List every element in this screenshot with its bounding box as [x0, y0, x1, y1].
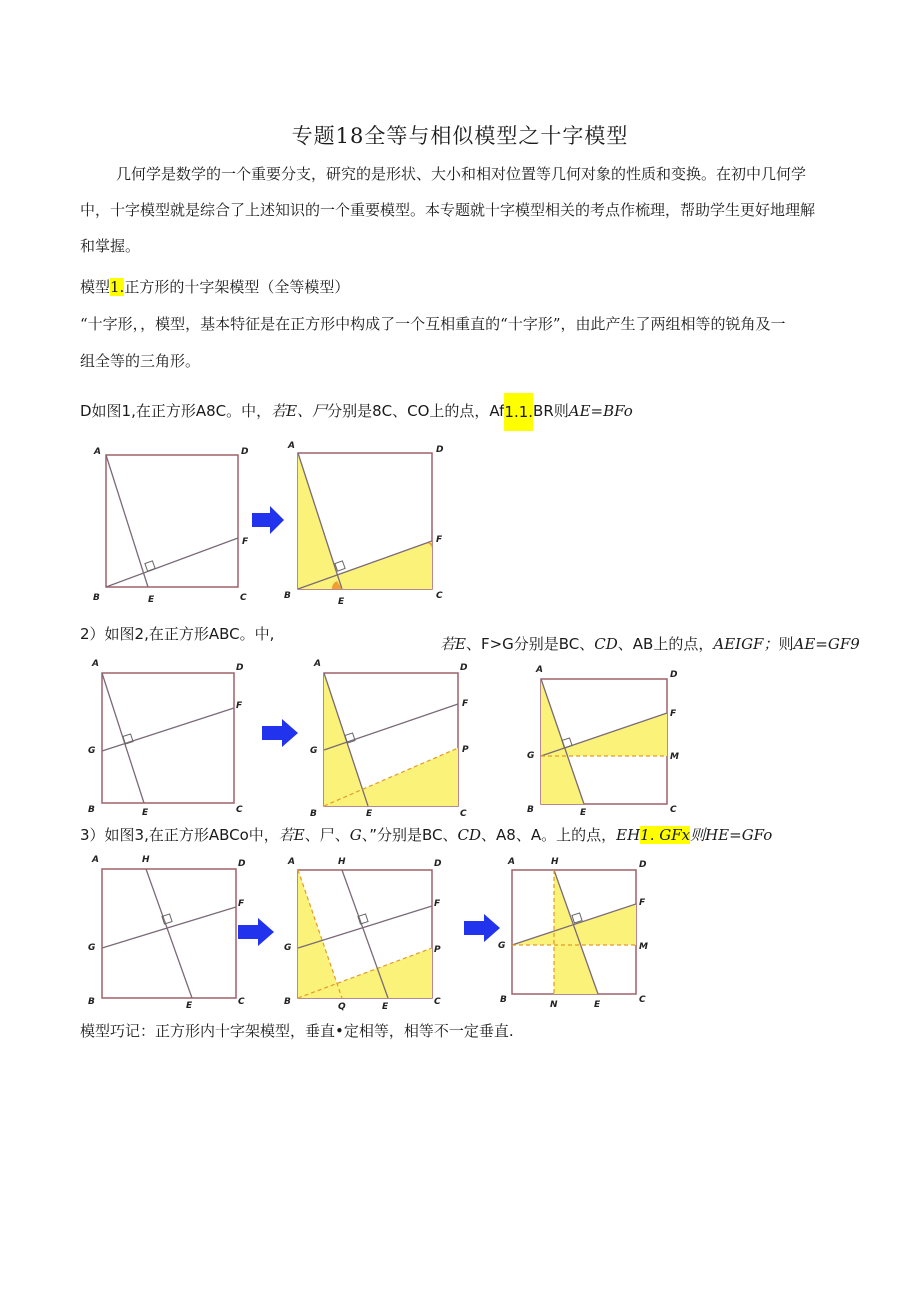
label-E: E — [186, 1001, 193, 1011]
label-E: E — [594, 1000, 601, 1010]
case2-statement-part1 — [80, 624, 274, 644]
case2-post: 则 — [778, 635, 794, 653]
label-A: A — [314, 659, 321, 669]
label-D: D — [639, 860, 647, 870]
label-A: A — [508, 857, 515, 867]
figure2-square-filled — [306, 656, 476, 818]
model1-desc-1: “十字形，，模型，基本特征是在正方形中构成了一个互相重直的“十字形”，由此产生了两组相等的锐角及一 — [80, 315, 786, 333]
intro-line-3: 和掌握。 — [80, 237, 141, 255]
intro-line-2: 中，十字模型就是综合了上述知识的一个重要模型。本专题就十字模型相关的考点作梳理，帮助学生更好地理解 — [80, 201, 816, 219]
label-A: A — [288, 857, 295, 867]
figure3-square-plain — [86, 852, 251, 1012]
model1-heading-pre: 模型 — [80, 278, 111, 296]
label-B: B — [500, 995, 507, 1005]
label-G: G — [527, 751, 535, 761]
label-C: C — [460, 809, 467, 819]
label-C: C — [240, 593, 247, 603]
label-E: E — [148, 595, 155, 605]
case3-mid2: 、”分别是BC、 — [361, 826, 458, 844]
label-D: D — [436, 445, 444, 455]
figure2-square-translated — [522, 660, 692, 818]
case3-g: G — [349, 826, 362, 844]
label-D: D — [236, 663, 244, 673]
label-D: D — [241, 447, 249, 457]
label-A: A — [288, 441, 295, 451]
case2-mid: 、F>G分别是BC、 — [465, 635, 595, 653]
label-P: P — [462, 745, 469, 755]
model1-heading-number: 1. — [110, 278, 125, 296]
label-E: E — [142, 808, 149, 818]
label-E: E — [338, 597, 345, 607]
label-C: C — [670, 805, 677, 815]
case1-pre: D如图1,在正方形A8C。中， — [80, 402, 272, 420]
figure3-square-filled — [282, 852, 447, 1014]
label-B: B — [284, 591, 291, 601]
label-F: F — [639, 898, 646, 908]
model1-heading — [80, 277, 349, 297]
case3-statement — [80, 825, 772, 845]
case2-pre: 2）如图2,在正方形ABC。中, — [80, 625, 275, 643]
case3-highlight: 1. GFx — [640, 826, 691, 844]
label-H: H — [338, 857, 346, 867]
label-G: G — [88, 943, 96, 953]
case1-statement — [80, 393, 633, 431]
label-A: A — [536, 665, 543, 675]
page-title: 专题18全等与相似模型之十字模型 — [291, 124, 629, 148]
arrow-right-icon — [234, 917, 278, 947]
case1-mid: 分别是8C、CO上的点，Af — [327, 402, 505, 420]
label-C: C — [434, 997, 441, 1007]
label-C: C — [436, 591, 443, 601]
case2-condition: 若E — [440, 635, 466, 653]
label-B: B — [93, 593, 100, 603]
label-B: B — [284, 997, 291, 1007]
label-P: P — [434, 945, 441, 955]
label-M: M — [670, 752, 679, 762]
case2-statement-part2 — [440, 634, 860, 654]
label-M: M — [639, 942, 648, 952]
label-G: G — [310, 746, 318, 756]
case3-conclusion: 则HE=GFo — [690, 826, 773, 844]
label-F: F — [434, 899, 441, 909]
label-D: D — [238, 859, 246, 869]
case1-highlight: 1.1. — [504, 393, 533, 431]
label-F: F — [462, 699, 469, 709]
figure1-square-filled — [280, 438, 455, 606]
label-E: E — [366, 809, 373, 819]
label-H: H — [551, 857, 559, 867]
label-B: B — [310, 809, 317, 819]
model1-desc-2: 组全等的三角形。 — [80, 352, 201, 370]
label-F: F — [238, 899, 245, 909]
case3-mid3: 、A8、A。上的点， — [481, 826, 617, 844]
label-C: C — [236, 805, 243, 815]
label-H: H — [142, 855, 150, 865]
label-A: A — [92, 659, 99, 669]
case1-conclusion: AE=BFo — [568, 402, 633, 420]
figure2-square-plain — [86, 656, 251, 816]
label-C: C — [238, 997, 245, 1007]
model-summary: 模型巧记：正方形内十字架模型，垂直•定相等，相等不一定垂直. — [80, 1022, 514, 1040]
model1-heading-text: 正方形的十字架模型（全等模型） — [124, 278, 350, 296]
label-F: F — [436, 535, 443, 545]
label-F: F — [242, 537, 249, 547]
label-F: F — [670, 709, 677, 719]
label-D: D — [434, 859, 442, 869]
label-D: D — [460, 663, 468, 673]
label-Q: Q — [338, 1002, 346, 1012]
label-E: E — [580, 808, 587, 818]
label-B: B — [88, 997, 95, 1007]
case1-post: BR则 — [533, 402, 569, 420]
label-A: A — [94, 447, 101, 457]
arrow-right-icon — [258, 718, 302, 748]
label-B: B — [527, 805, 534, 815]
case2-cd: CD — [594, 635, 618, 653]
case2-perp: AEIGF； — [713, 635, 779, 653]
case2-mid2: 、AB上的点， — [617, 635, 714, 653]
label-F: F — [236, 701, 243, 711]
case3-cd: CD — [457, 826, 482, 844]
case3-condition: 若E — [278, 826, 305, 844]
case2-conclusion: AE=GF9 — [793, 635, 860, 653]
intro-line-1: 几何学是数学的一个重要分支，研究的是形状、大小和相对位置等几何对象的性质和变换。在初中几何学 — [116, 165, 807, 183]
case3-mid: 、尸、 — [304, 826, 350, 844]
case1-condition: 若E、尸 — [271, 402, 328, 420]
label-G: G — [88, 746, 96, 756]
figure3-square-translated — [496, 852, 666, 1014]
label-D: D — [670, 670, 678, 680]
case3-pre: 3）如图3,在正方形ABCo中， — [80, 826, 279, 844]
figure1-square-plain — [88, 440, 258, 605]
label-E: E — [382, 1002, 389, 1012]
case3-eh: EH — [616, 826, 641, 844]
label-N: N — [550, 1000, 558, 1010]
label-C: C — [639, 995, 646, 1005]
label-G: G — [498, 941, 506, 951]
label-A: A — [92, 855, 99, 865]
label-G: G — [284, 943, 292, 953]
label-B: B — [88, 805, 95, 815]
